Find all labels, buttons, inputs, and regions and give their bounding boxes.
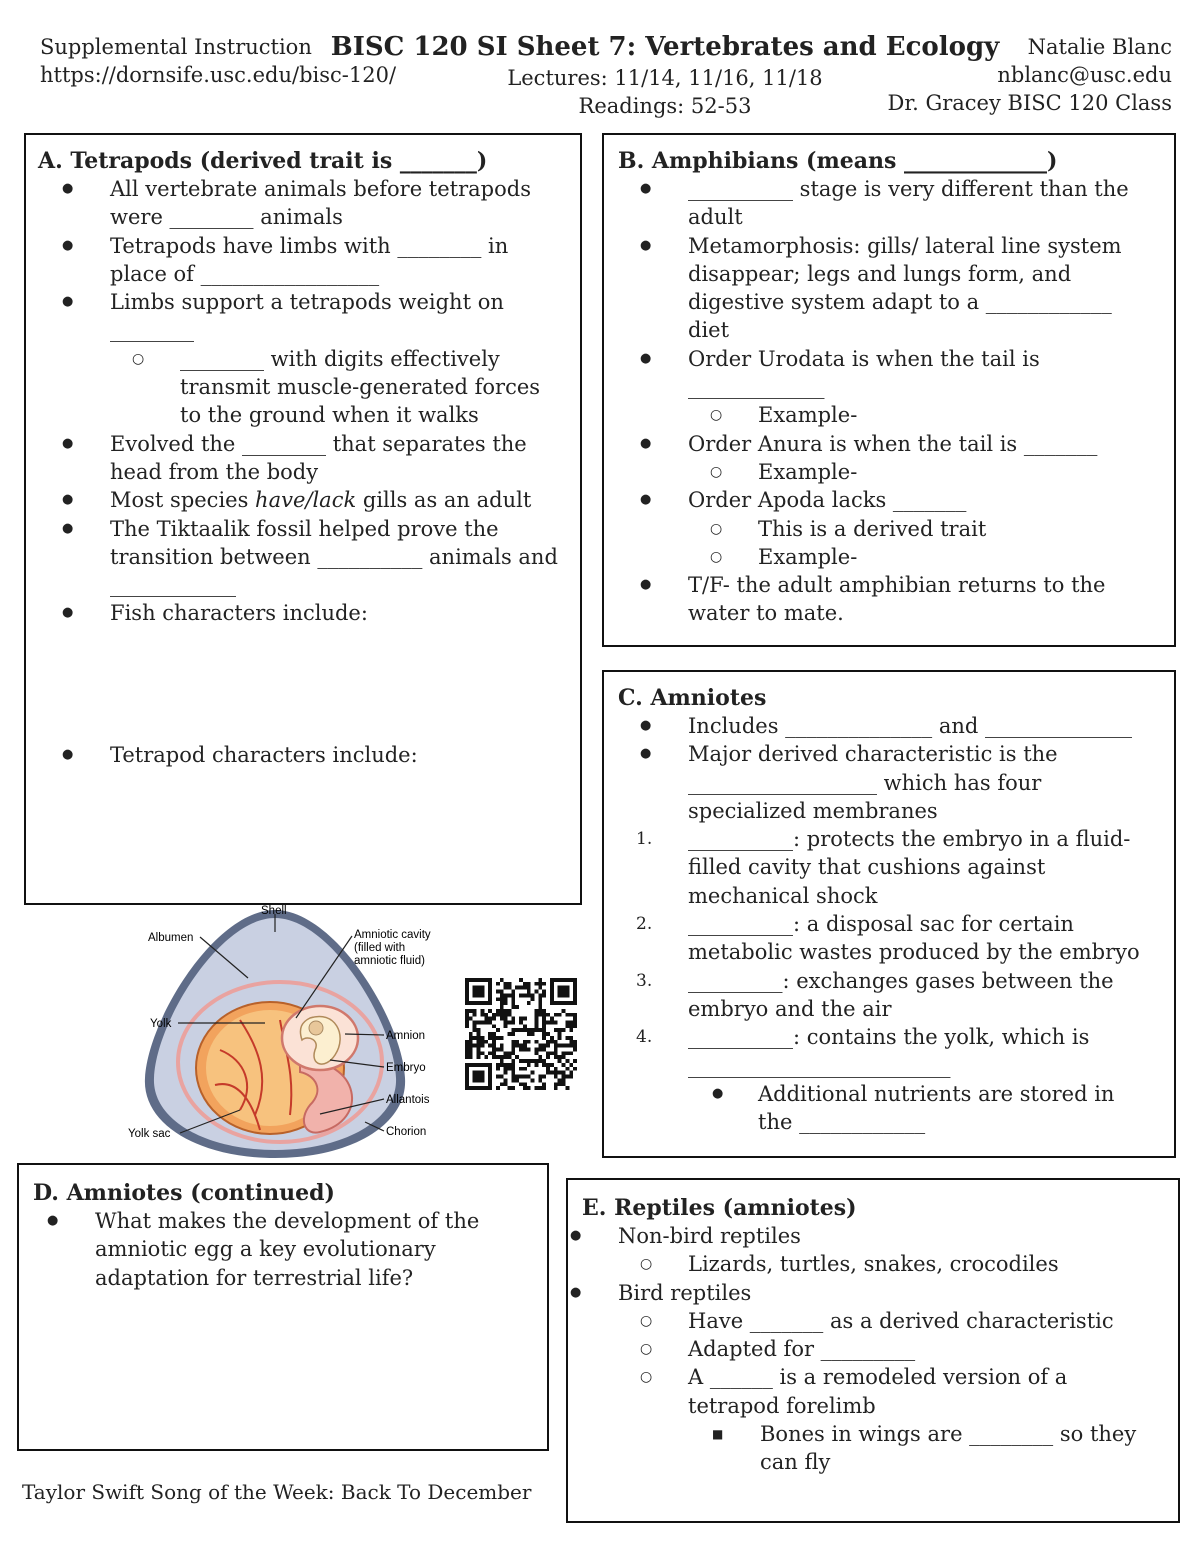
label-allantois: Allantois <box>386 1094 430 1106</box>
list-item: ● What makes the development of the amniotic egg a key evolutionary adaptation for terrestrial life? <box>11 1207 497 1292</box>
label-albumen: Albumen <box>148 932 194 944</box>
list-item: ● Most species have/lack gills as an adult <box>26 486 566 514</box>
list-item: ● All vertebrate animals before tetrapods were ________ animals <box>26 175 566 232</box>
list-item: ● Tetrapods have limbs with ________ in place of _________________ <box>26 232 566 289</box>
label-amniotic-cavity-3: amniotic fluid) <box>354 955 425 967</box>
list-item: ● Order Apoda lacks _______ <box>604 486 1134 514</box>
list-item: ● Tetrapod characters include: <box>26 741 566 769</box>
author-email: nblanc@usc.edu <box>997 63 1172 87</box>
have-lack-choice: have/lack <box>255 488 357 513</box>
amniotic-egg-diagram <box>120 900 450 1162</box>
label-chorion: Chorion <box>386 1126 427 1138</box>
list-item: ● Additional nutrients are stored in the ____________ <box>604 1080 1154 1137</box>
list-item: ● Includes ______________ and ______________ <box>604 712 1154 740</box>
qr-code[interactable] <box>465 978 577 1090</box>
section-c-title: C. Amniotes <box>618 685 767 711</box>
page-title: BISC 120 SI Sheet 7: Vertebrates and Ecology <box>330 32 1000 62</box>
section-d-box <box>17 1163 549 1451</box>
section-e-box <box>566 1178 1180 1523</box>
list-item: ○ ________ with digits effectively transmit muscle-generated forces to the ground when it walks <box>26 345 566 430</box>
section-a-title: A. Tetrapods (derived trait is _______) <box>38 148 488 174</box>
section-e-title: E. Reptiles (amniotes) <box>582 1195 857 1221</box>
list-item: ● Limbs support a tetrapods weight on ________ <box>26 288 566 345</box>
list-item: ● T/F- the adult amphibian returns to the water to mate. <box>604 571 1134 628</box>
section-b-title: B. Amphibians (means _____________) <box>618 148 1058 174</box>
label-yolk: Yolk <box>150 1018 172 1030</box>
list-item: ○ A ______ is a remodeled version of a tetrapod forelimb <box>534 1363 1158 1420</box>
author-name: Natalie Blanc <box>1027 35 1172 59</box>
label-embryo: Embryo <box>386 1062 426 1074</box>
list-item: ● Bird reptiles <box>534 1279 1158 1307</box>
answer-space <box>26 628 566 741</box>
list-item: ● Major derived characteristic is the __________________ which has four specialized membranes <box>604 740 1154 825</box>
list-item: ● Fish characters include: <box>26 599 566 627</box>
section-a-box <box>24 133 582 905</box>
song-of-the-week: Taylor Swift Song of the Week: Back To December <box>22 1480 532 1504</box>
numbered-item: 3. _________: exchanges gases between the embryo and the air <box>636 968 1114 1021</box>
label-amniotic-cavity-2: (filled with <box>354 942 406 954</box>
list-item: ● Non-bird reptiles <box>534 1222 1158 1250</box>
list-item: ○ Example- <box>604 543 1134 571</box>
list-item: ○ Lizards, turtles, snakes, crocodiles <box>534 1250 1158 1278</box>
list-item: ● __________ stage is very different than the adult <box>604 175 1134 232</box>
numbered-item: 1. __________: protects the embryo in a fluid-filled cavity that cushions against mechanical shock <box>636 827 1131 908</box>
list-item: ● Evolved the ________ that separates the head from the body <box>26 430 566 487</box>
section-c-box <box>602 670 1176 1158</box>
header-right <box>888 33 1172 117</box>
lectures-line: Lectures: 11/14, 11/16, 11/18 <box>507 66 823 90</box>
list-item: ○ Example- <box>604 458 1134 486</box>
label-amnion: Amnion <box>386 1030 425 1042</box>
course-url: https://dornsife.usc.edu/bisc-120/ <box>40 63 397 87</box>
list-item: ■ Bones in wings are ________ so they can fly <box>534 1420 1158 1477</box>
list-item: ● Metamorphosis: gills/ lateral line system disappear; legs and lungs form, and digestive system adapt to a ____________ diet <box>604 232 1134 345</box>
class-name: Dr. Gracey BISC 120 Class <box>887 91 1172 115</box>
list-item: ○ Adapted for _________ <box>534 1335 1158 1363</box>
label-yolk-sac: Yolk sac <box>128 1128 171 1140</box>
section-d-title: D. Amniotes (continued) <box>33 1180 335 1206</box>
label-shell: Shell <box>261 905 287 917</box>
list-item: ○ Example- <box>604 401 1134 429</box>
list-item: ○ This is a derived trait <box>604 515 1134 543</box>
section-b-box <box>602 133 1176 647</box>
numbered-item: 4. __________: contains the yolk, which is _________________________ <box>636 1025 1090 1078</box>
label-amniotic-cavity: Amniotic cavity <box>354 929 431 941</box>
readings-line: Readings: 52-53 <box>578 94 752 118</box>
supplemental-instruction-label: Supplemental Instruction <box>40 35 312 59</box>
list-item: ○ Have _______ as a derived characteristic <box>534 1307 1158 1335</box>
list-item: ● Order Urodata is when the tail is _____________ <box>604 345 1134 402</box>
list-item: ● The Tiktaalik fossil helped prove the transition between __________ animals and ____________ <box>26 515 566 600</box>
numbered-item: 2. __________: a disposal sac for certain metabolic wastes produced by the embryo <box>636 912 1140 965</box>
list-item: ● Order Anura is when the tail is _______ <box>604 430 1134 458</box>
